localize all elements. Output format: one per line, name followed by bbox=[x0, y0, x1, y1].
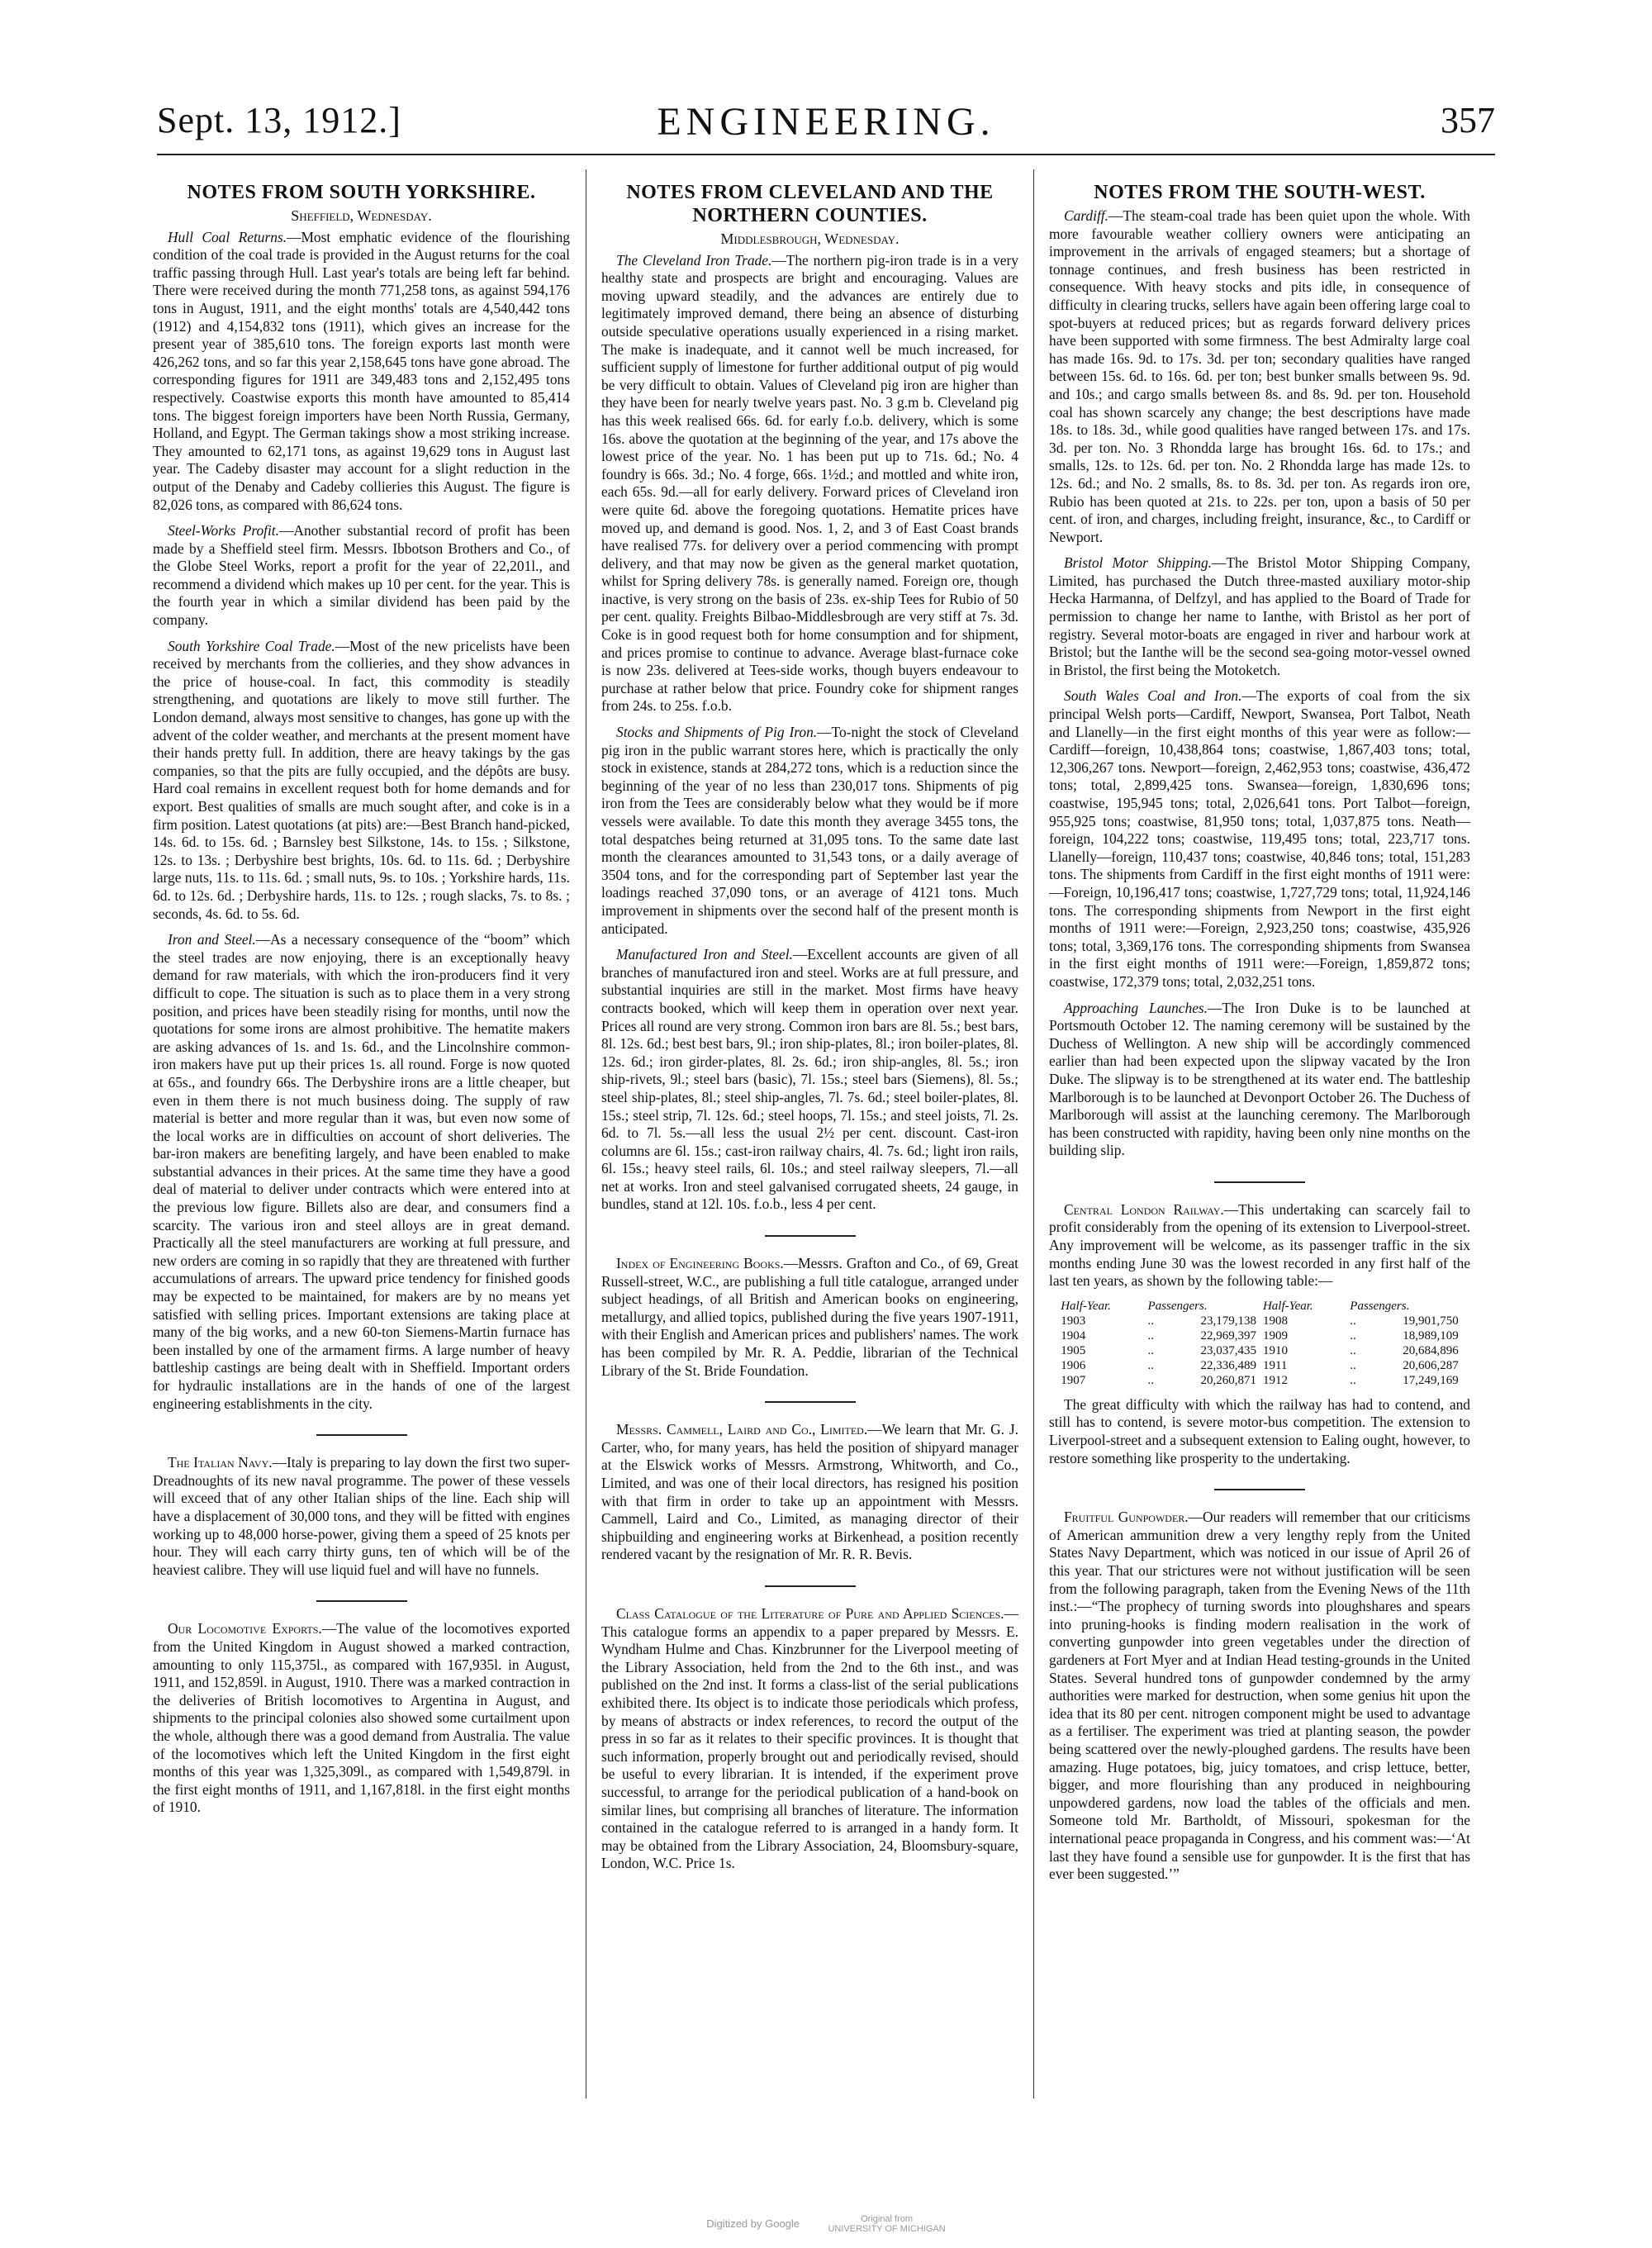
paragraph-text: —This catalogue forms an appendix to a paper prepared by Messrs. E. Wyndham Hulme and Chas. Kinzbrunner for the Liverpool meeting of the Library Association, held from the 2nd to the 6th inst., and was published on the 2nd inst. It forms a class-list of the serial publications exhibited there. Its object is to indicate those periodicals which profess, by means of abstracts or index references, to record the output of the press in so far as it relates to their specific provinces. It is thought that such information, properly brought out and periodically revised, should be useful to every librarian. It is intended, if the experiment prove successful, to arrange for the periodical publication of a hand-book on similar lines, but comprising all branches of literature. The information contained in the catalogue referred to is arranged in a handy form. It may be obtained from the Library Association, 24, Bloomsbury-square, London, W.C. Price 1s. bbox=[601, 1604, 1018, 1872]
paragraph bbox=[601, 1421, 1018, 1564]
table-cell: .. bbox=[1350, 1328, 1356, 1343]
paragraph-text: —The northern pig-iron trade is in a very healthy state and prospects are bright and encouraging. Values are moving upward steadily, and the advances are entirely due to legitimately improved demand, there being an absence of disturbing outside speculative operations usually experienced in a rising market. The make is inadequate, and it cannot well be much increased, for sufficient supply of limestone for further additional output of pig would be very difficult to obtain. Values of Cleveland pig iron are higher than they have been for nearly twelve years past. No. 3 g.m b. Cleveland pig has this week realised 66s. 6d. for early f.o.b. delivery, which is some 16s. above the quotation at the beginning of the year, and 17s above the lowest price of the year. No. 1 has been put up to 71s. 6d.; No. 4 foundry is 66s. 3d.; No. 4 forge, 66s. 1½d.; and mottled and white iron, each 65s. 9d.—all for early delivery. Forward prices of Cleveland iron were quite 6d. above the foregoing quotations. Hematite prices have moved up, and demand is good. Nos. 1, 2, and 3 of East Coast brands have realised 77s. for delivery over a period commencing with prompt delivery, and that may now be given as the general market quotation, whilst for Spring delivery 78s. is generally named. Foreign ore, though inactive, is very strong on the basis of 23s. ex-ship Tees for Rubio of 50 per cent. quality. Freights Bilbao-Middlesbrough are very stiff at 7s. 3d. Coke is in good request both for home consumption and for shipment, and prices promise to continue to advance. Average blast-furnace coke is now 23s. delivered at Tees-side works, though buyers endeavour to purchase at rather below that price. Foundry coke for shipment ranges from 24s. to 25s. f.o.b. bbox=[601, 251, 1018, 715]
separator-rule bbox=[765, 1585, 856, 1587]
separator-rule bbox=[765, 1401, 856, 1403]
paragraph-text: —Most emphatic evidence of the flourishing condition of the coal trade is provided in the August returns for the coal traffic passing through Hull. Last year's totals are being left far behind. There were received during the month 771,258 tons, as against 594,176 tons in August, 1911, and the eight months' totals are 4,540,442 tons (1912) and 4,154,832 tons (1911), which gives an increase for the present year of 385,610 tons. The foreign exports last month were 426,262 tons, and so far this year 2,158,645 tons have gone abroad. The corresponding figures for 1911 are 349,483 tons and 2,152,495 tons respectively. Coastwise exports this month have amounted to 85,414 tons. The biggest foreign importers have been North Russia, Germany, Holland, and Egypt. The German takings show a most striking increase. They amounted to 62,171 tons, as against 19,629 tons in August last year. The Cadeby disaster may account for a slight reduction in the output of the Denaby and Cadeby collieries this August. The figure is 82,026 tons, as compared with 86,624 tons. bbox=[153, 228, 570, 513]
paragraph-text: —We learn that Mr. G. J. Carter, who, for many years, has held the position of shipyard manager at the Elswick works of Messrs. Armstrong, Whitworth, and Co., Limited, and was one of their local directors, has resigned his position with that firm in order to take up an appointment with Messrs. Cammell, Laird and Co., Limited, as managing director of their shipbuilding and engineering works at Birkenhead, a position recently rendered vacant by the resignation of Mr. R. R. Bevis. bbox=[601, 1421, 1018, 1563]
table-cell: .. bbox=[1147, 1358, 1155, 1372]
paragraph bbox=[153, 522, 570, 630]
paragraph-subhead: Manufactured Iron and Steel. bbox=[616, 946, 793, 963]
table-cell: 20,606,287 bbox=[1403, 1358, 1459, 1372]
table-cell: 1907 bbox=[1061, 1373, 1086, 1387]
table-cell: 19,901,750 bbox=[1403, 1314, 1459, 1328]
column-middle bbox=[601, 169, 1018, 2103]
table-cell: 23,037,435 bbox=[1200, 1343, 1256, 1357]
paragraph-text: —The exports of coal from the six principal Welsh ports—Cardiff, Newport, Swansea, Port Talbot, Neath and Llanelly—in the first eight months of this year were as follow:—Cardiff—foreign, 10,438,864 tons; coastwise, 1,867,403 tons; total, 12,306,267 tons. Newport—foreign, 2,462,953 tons; coastwise, 436,472 tons; total, 2,899,425 tons. Swansea—foreign, 1,830,696 tons; coastwise, 195,945 tons; total, 2,026,641 tons. Port Talbot—foreign, 955,925 tons; coastwise, 81,950 tons; total, 1,037,875 tons. Neath—foreign, 104,222 tons; coastwise, 119,495 tons; total, 223,717 tons. Llanelly—foreign, 110,437 tons; coastwise, 40,846 tons; total, 151,283 tons. The shipments from Cardiff in the first eight months of 1911 were:—Foreign, 10,196,417 tons; coastwise, 1,727,729 tons; total, 11,924,146 tons. The corresponding shipments from Newport in the first eight months of 1911 were:—Foreign, 2,923,250 tons; coastwise, 435,926 tons; total, 3,369,176 tons. The corresponding shipments from Swansea in the first eight months of 1911 were:—Foreign, 1,859,872 tons; coastwise, 172,379 tons; total, 2,032,251 tons. bbox=[1049, 687, 1470, 990]
paragraph bbox=[153, 638, 570, 924]
table-header: Passengers. bbox=[1147, 1299, 1208, 1313]
paragraph bbox=[601, 946, 1018, 1214]
table-cell: 23,179,138 bbox=[1200, 1314, 1256, 1328]
table-cell: 1903 bbox=[1061, 1314, 1086, 1328]
table-row bbox=[1057, 1314, 1462, 1328]
header-rule bbox=[157, 154, 1495, 155]
paragraph-text: —Most of the new pricelists have been received by merchants from the collieries, and they show advances in the price of house-coal. In fact, this commodity is steadily strengthening, and quotations are likely to move still further. The London demand, always most sensitive to changes, has gone up with the advent of the colder weather, and merchants at the present moment have their hands pretty full. In addition, there are heavy takings by the gas companies, so that the pits are fully occupied, and the dépôts are busy. Hard coal remains in excellent request both for home demands and for export. Best qualities of smalls are much sought after, and coke is in a firm position. Latest quotations (at pits) are:—Best Branch hand-picked, 14s. 6d. to 15s. 6d. ; Barnsley best Silkstone, 14s. to 15s. ; Silkstone, 12s. to 13s. ; Derbyshire best brights, 10s. 6d. to 11s. 6d. ; Derbyshire large nuts, 11s. to 11s. 6d. ; small nuts, 9s. to 10s. ; Yorkshire hards, 11s. 6d. to 12s. 6d. ; Derbyshire hards, 11s. to 12s. ; rough slacks, 7s. to 8s. ; seconds, 4s. 6d. to 5s. 6d. bbox=[153, 637, 570, 922]
column-divider bbox=[1033, 169, 1034, 2098]
paragraph-subhead: Approaching Launches. bbox=[1064, 999, 1208, 1016]
paragraph bbox=[601, 1605, 1018, 1873]
table-cell: 1912 bbox=[1262, 1373, 1288, 1387]
section-heading: NOTES FROM THE SOUTH-WEST. bbox=[1094, 182, 1426, 203]
paragraph-text: —The Bristol Motor Shipping Company, Limited, has purchased the Dutch three-masted auxiliary motor-ship Hecka Harmanna, of Delfzyl, and has applied to the Board of Trade for permission to change her name to Ianthe, with Bristol as her port of registry. Several motor-boats are engaged in river and harbour work at Bristol; but the Ianthe will be the second sea-going motor-vessel owned in Bristol, the first being the Motoketch. bbox=[1049, 554, 1470, 678]
table-header: Half-Year. bbox=[1061, 1299, 1111, 1313]
paragraph-subhead: South Wales Coal and Iron. bbox=[1064, 687, 1242, 705]
separator-rule bbox=[1214, 1489, 1305, 1490]
paragraph bbox=[1049, 554, 1470, 679]
paragraph-text: —The steam-coal trade has been quiet upon the whole. With more favourable weather colliery owners were anticipating an improvement in the arrivals of engaged steamers; but a shortage of tonnage continues, and fresh business has been restricted in consequence. With heavy stocks and pits idle, in consequence of difficulty in clearing trucks, sellers have again been offering large coal to spot-buyers at reduced prices; but as regards forward delivery prices have been supported with some firmness. The best Admiralty large coal has made 16s. 9d. to 17s. 3d. per ton; secondary qualities have ranged between 15s. 6d. to 16s. 6d. per ton; best bunker smalls between 9s. 9d. and 10s.; and cargo smalls between 8s. and 8s. 9d. per ton. Household coal has shown scarcely any change; the best descriptions have made 18s. to 18s. 3d., while good qualities have ranged between 17s. and 17s. 3d. per ton. No. 3 Rhondda large has brought 16s. 6d. to 17s.; and smalls, 12s. to 12s. 6d. per ton. No. 2 Rhondda large has made 12s. to 12s. 6d.; and No. 2 smalls, 8s. to 8s. 3d. per ton. As regards iron ore, Rubio has been quoted at 21s. to 22s. per ton, upon a basis of 50 per cent. of iron, and charges, including freight, insurance, &c., to Cardiff or Newport. bbox=[1049, 207, 1470, 545]
table-cell: .. bbox=[1147, 1343, 1155, 1357]
paragraph bbox=[1049, 1509, 1470, 1883]
table-header: Half-Year. bbox=[1262, 1299, 1313, 1313]
paragraph-subhead: Messrs. Cammell, Laird and Co., Limited. bbox=[616, 1421, 868, 1438]
section-heading: NOTES FROM CLEVELAND AND THE NORTHERN COUNTIES. bbox=[626, 182, 994, 226]
table-cell: 18,989,109 bbox=[1403, 1328, 1459, 1343]
table-cell: 20,260,871 bbox=[1200, 1373, 1256, 1387]
paragraph bbox=[1049, 1201, 1470, 1290]
table-cell: 1908 bbox=[1262, 1314, 1288, 1328]
paragraph-subhead: The Cleveland Iron Trade. bbox=[616, 251, 772, 269]
paragraph bbox=[601, 724, 1018, 938]
paragraph-text: —Excellent accounts are given of all branches of manufactured iron and steel. Works are at full pressure, and substantial inquiries are still in the market. Most firms have heavy contracts booked, which will keep them in operation over next year. Prices all round are very strong. Common iron bars are 8l. 5s.; best bars, 8l. 12s. 6d.; best best bars, 9l.; iron ship-plates, 8l.; iron boiler-plates, 8l. 12s. 6d.; iron girder-plates, 8l. 2s. 6d.; iron ship-angles, 8l. 5s.; iron ship-rivets, 9l.; steel bars (basic), 7l. 15s.; steel bars (Siemens), 8l. 5s.; steel ship-plates, 8l.; steel ship-angles, 7l. 7s. 6d.; steel boiler-plates, 8l. 15s.; steel strip, 7l. 12s. 6d.; steel hoops, 7l. 15s.; and steel joists, 7l. 2s. 6d. to 7l. 5s.—all less the usual 2½ per cent. discount. Cast-iron columns are 6l. 15s.; cast-iron railway chairs, 4l. 7s. 6d.; light iron rails, 6l. 15s.; heavy steel rails, 6l. 10s.; and steel railway sleepers, 7l.—all net at works. Iron and steel galvanised corrugated sheets, 24 gauge, in bundles, stand at 12l. 10s. f.o.b., less 4 per cent. bbox=[601, 946, 1018, 1213]
paragraph-text: —To-night the stock of Cleveland pig iron in the public warrant stores here, which is practically the only stock in existence, stands at 284,272 tons, which is a reduction since the beginning of the year of no less than 230,017 tons. Shipments of pig iron from the Tees are considerably below what they would be if more vessels were available. To date this month they average 3455 tons, the total despatches being returned at 31,095 tons. To the same date last month the clearances amounted to 31,543 tons, or a daily average of 3504 tons, and for the corresponding part of September last year the loadings reached 37,090 tons, or an average of 4121 tons. Much improvement in shipments over the second half of the present month is anticipated. bbox=[601, 724, 1018, 937]
paragraph bbox=[1049, 1000, 1470, 1160]
separator-rule bbox=[316, 1600, 407, 1602]
table-cell: 1910 bbox=[1262, 1343, 1288, 1357]
paragraph-text: —Messrs. Grafton and Co., of 69, Great Russell-street, W.C., are publishing a full title catalogue, arranged under subject headings, of all British and American books on engineering, metallurgy, and allied topics, published during the five years 1907-1911, with their English and American prices and publishers' names. The work has been compiled by Mr. R. A. Peddie, librarian of the Technical Library of the St. Bride Foundation. bbox=[601, 1255, 1018, 1379]
page-number: 357 bbox=[1441, 100, 1495, 140]
original-from-line: Original from bbox=[861, 2214, 914, 2224]
table-cell: 22,336,489 bbox=[1200, 1358, 1256, 1372]
paragraph bbox=[1049, 1396, 1470, 1467]
table-row bbox=[1057, 1373, 1462, 1388]
dateline bbox=[153, 207, 570, 226]
paragraph bbox=[601, 1255, 1018, 1380]
paragraph bbox=[153, 1454, 570, 1579]
paragraph-subhead: Central London Railway. bbox=[1064, 1200, 1224, 1218]
original-from-text bbox=[828, 2214, 945, 2234]
paragraph bbox=[1049, 687, 1470, 991]
dateline bbox=[601, 231, 1018, 249]
paragraph-text: The great difficulty with which the railway has had to contend, and still has to contend, is severe motor-bus competition. The extension to Liverpool-street and a subsequent extension to Ealing ought, however, to restore something like prosperity to the undertaking. bbox=[1049, 1395, 1470, 1466]
table-cell: 1904 bbox=[1061, 1328, 1086, 1343]
paragraph bbox=[153, 931, 570, 1413]
table-cell: .. bbox=[1147, 1328, 1155, 1343]
table-cell: 1909 bbox=[1262, 1328, 1288, 1343]
column-right bbox=[1049, 169, 1470, 2103]
journal-title: ENGINEERING. bbox=[657, 100, 995, 144]
dateline-text: Sheffield, Wednesday. bbox=[291, 207, 432, 224]
table-cell: .. bbox=[1147, 1314, 1155, 1328]
masthead bbox=[157, 99, 1495, 157]
digitized-by-text: Digitized by Google bbox=[706, 2217, 800, 2231]
passenger-table bbox=[1057, 1299, 1462, 1388]
table-cell: 22,969,397 bbox=[1200, 1328, 1256, 1343]
table-cell: .. bbox=[1350, 1358, 1356, 1372]
paragraph-subhead: Iron and Steel. bbox=[168, 931, 256, 948]
table-cell: 1906 bbox=[1061, 1358, 1086, 1372]
column-left bbox=[153, 169, 570, 2103]
paragraph bbox=[601, 252, 1018, 715]
table-row bbox=[1057, 1343, 1462, 1358]
table-header: Passengers. bbox=[1350, 1299, 1410, 1313]
dateline-text: Middlesbrough, Wednesday. bbox=[720, 231, 900, 247]
paragraph-text: —Our readers will remember that our criticisms of American ammunition drew a very lengthy reply from the United States Navy Department, which was noticed in our issue of April 26 of this year. That our strictures were not without justification will be seen from the following paragraph, taken from the Evening News of the 11th inst.:—“The prophecy of turning swords into ploughshares and spears into pruning-hooks is finding modern realisation in the work of converting gunpowder into green vegetables under the direction of gardeners at Fort Myer and at Indian Head testing-grounds in the United States. Several hundred tons of gunpowder condemned by the army authorities were marked for destruction, when some genius hit upon the idea that its 80 per cent. nitrogen component might be used to advantage as a fertiliser. The experiment was tried at planting season, the powder being scattered over the newly-ploughed gardens. The results have been amazing. Huge potatoes, big, juicy tomatoes, and crisp lettuce, better, bigger, and more flourishing than any produced in neighbouring unpowdered gardens, now load the tables of the officials and men. Someone told Mr. Bartholdt, of Missouri, spokesman for the international peace propaganda in Congress, and his comment was:—‘At last they have found a sensible use for gunpowder. It is the first that has ever been suggested.’” bbox=[1049, 1509, 1470, 1883]
paragraph-text: —Another substantial record of profit has been made by a Sheffield steel firm. Messrs. Ibbotson Brothers and Co., of the Globe Steel Works, report a profit for the year of 22,201l., and recommend a dividend which makes up 10 per cent. for the year. This is the fourth year in which a similar dividend has been paid by the company. bbox=[153, 522, 570, 629]
paragraph-text: —The value of the locomotives exported from the United Kingdom in August showed a marked contraction, amounting to only 115,375l., as compared with 167,935l. in August, 1911, and 152,859l. in August, 1910. There was a marked contraction in the deliveries of British locomotives to Argentina in August, and shipments to the principal colonies also showed some curtailment upon the whole, although there was a good demand from Australia. The value of the locomotives which left the United Kingdom in the first eight months of this year was 1,325,309l., as compared with 1,549,879l. in the first eight months of 1911, and 1,167,818l. in the first eight months of 1910. bbox=[153, 1620, 570, 1816]
paragraph bbox=[153, 229, 570, 515]
paragraph-subhead: Steel-Works Profit. bbox=[168, 522, 279, 539]
table-cell: 1911 bbox=[1262, 1358, 1288, 1372]
table-cell: .. bbox=[1350, 1314, 1356, 1328]
paragraph-subhead: Hull Coal Returns. bbox=[168, 228, 287, 245]
separator-rule bbox=[316, 1434, 407, 1436]
scan-footer bbox=[0, 2214, 1652, 2234]
paragraph-subhead: Index of Engineering Books. bbox=[616, 1255, 784, 1272]
paragraph-subhead: Fruitful Gunpowder. bbox=[1064, 1509, 1189, 1526]
separator-rule bbox=[1214, 1181, 1305, 1183]
issue-date: Sept. 13, 1912.] bbox=[157, 100, 401, 140]
table-row bbox=[1057, 1328, 1462, 1343]
paragraph-subhead: Class Catalogue of the Literature of Pure and Applied Sciences. bbox=[616, 1604, 1004, 1622]
paragraph-subhead: Bristol Motor Shipping. bbox=[1064, 554, 1213, 572]
section-heading: NOTES FROM SOUTH YORKSHIRE. bbox=[187, 182, 536, 203]
table-cell: .. bbox=[1147, 1373, 1155, 1387]
table-cell: .. bbox=[1350, 1373, 1356, 1387]
paragraph-subhead: South Yorkshire Coal Trade. bbox=[168, 637, 335, 654]
table-cell: .. bbox=[1350, 1343, 1356, 1357]
paragraph-text: —As a necessary consequence of the “boom” which the steel trades are now enjoying, there is an exceptionally heavy demand for raw materials, with which the iron-producers find it very difficult to cope. The situation is such as to place them in a very strong position, and prices have been steadily rising for months, until now the quotations for some irons are almost prohibitive. The hematite makers are asking advances of 1s. and 1s. 6d., and the Lincolnshire common-iron makers have put up their prices 1s. all round. Forge is now quoted at 65s., and foundry 66s. The Derbyshire irons are a little cheaper, but even in them there is not much business doing. The supply of raw material is better and more regular than it was, but even now some of the local works are in difficulties on account of short deliveries. The bar-iron makers are benefiting largely, and have been enabled to make substantial advances in their prices. At the same time they have a good deal of material to deliver under contracts which were entered into at the previous low figure. Billets also are dear, and consumers find a scarcity. The various iron and steel alloys are in great demand. Practically all the steel manufacturers are working at full pressure, and new orders are coming in so rapidly that they are threatened with further accumulations of arrears. The upward price tendency for finished goods may be expected to be maintained, for makers are by no means yet satisfied with selling prices. Important extensions are taking place at many of the big works, and a new 60-ton Siemens-Martin furnace has been installed by one of the armament firms. A large number of heavy battleship castings are being dealt with in Sheffield. Important orders for hydraulic installations are in the hands of one of the largest engineering establishments in the city. bbox=[153, 931, 570, 1412]
table-header-row bbox=[1057, 1299, 1462, 1314]
paragraph-text: —The Iron Duke is to be launched at Portsmouth October 12. The naming ceremony will be sustained by the Duchess of Wellington. A new ship will be accordingly commenced earlier than had been expected upon the slipway vacated by the Iron Duke. The slipway is to be strengthened at its water end. The battleship Marlborough is to be launched at Devonport October 26. The Duchess of Marlborough will assist at the launching ceremony. The Marlborough has been constructed with rapidity, having been only nine months on the building slip. bbox=[1049, 999, 1470, 1159]
table-row bbox=[1057, 1358, 1462, 1373]
table-cell: 17,249,169 bbox=[1403, 1373, 1459, 1387]
table-cell: 1905 bbox=[1061, 1343, 1086, 1357]
paragraph-text: —This undertaking can scarcely fail to profit considerably from the opening of its extension to Liverpool-street. Any improvement will be welcome, as its passenger traffic in the six months ending June 30 was the lowest recorded in any first half of the last ten years, as shown by the following table:— bbox=[1049, 1200, 1470, 1290]
paragraph bbox=[1049, 207, 1470, 546]
paragraph-subhead: Cardiff. bbox=[1064, 207, 1108, 224]
table-cell: 20,684,896 bbox=[1403, 1343, 1459, 1357]
separator-rule bbox=[765, 1235, 856, 1237]
paragraph bbox=[153, 1620, 570, 1817]
university-line: UNIVERSITY OF MICHIGAN bbox=[828, 2224, 946, 2234]
paragraph-subhead: The Italian Navy. bbox=[168, 1454, 273, 1471]
paragraph-subhead: Our Locomotive Exports. bbox=[168, 1620, 322, 1637]
paragraph-subhead: Stocks and Shipments of Pig Iron. bbox=[616, 724, 818, 741]
paragraph-text: —Italy is preparing to lay down the first two super-Dreadnoughts of its new naval programme. The power of these vessels will exceed that of any other Italian ships of the line. Each ship will have a displacement of 30,000 tons, and they will be fitted with engines working up to 48,000 horse-power, giving them a speed of 25 knots per hour. They will each carry thirty guns, ten of which will be of the heaviest calibre. They will use liquid fuel and will have no funnels. bbox=[153, 1454, 570, 1578]
